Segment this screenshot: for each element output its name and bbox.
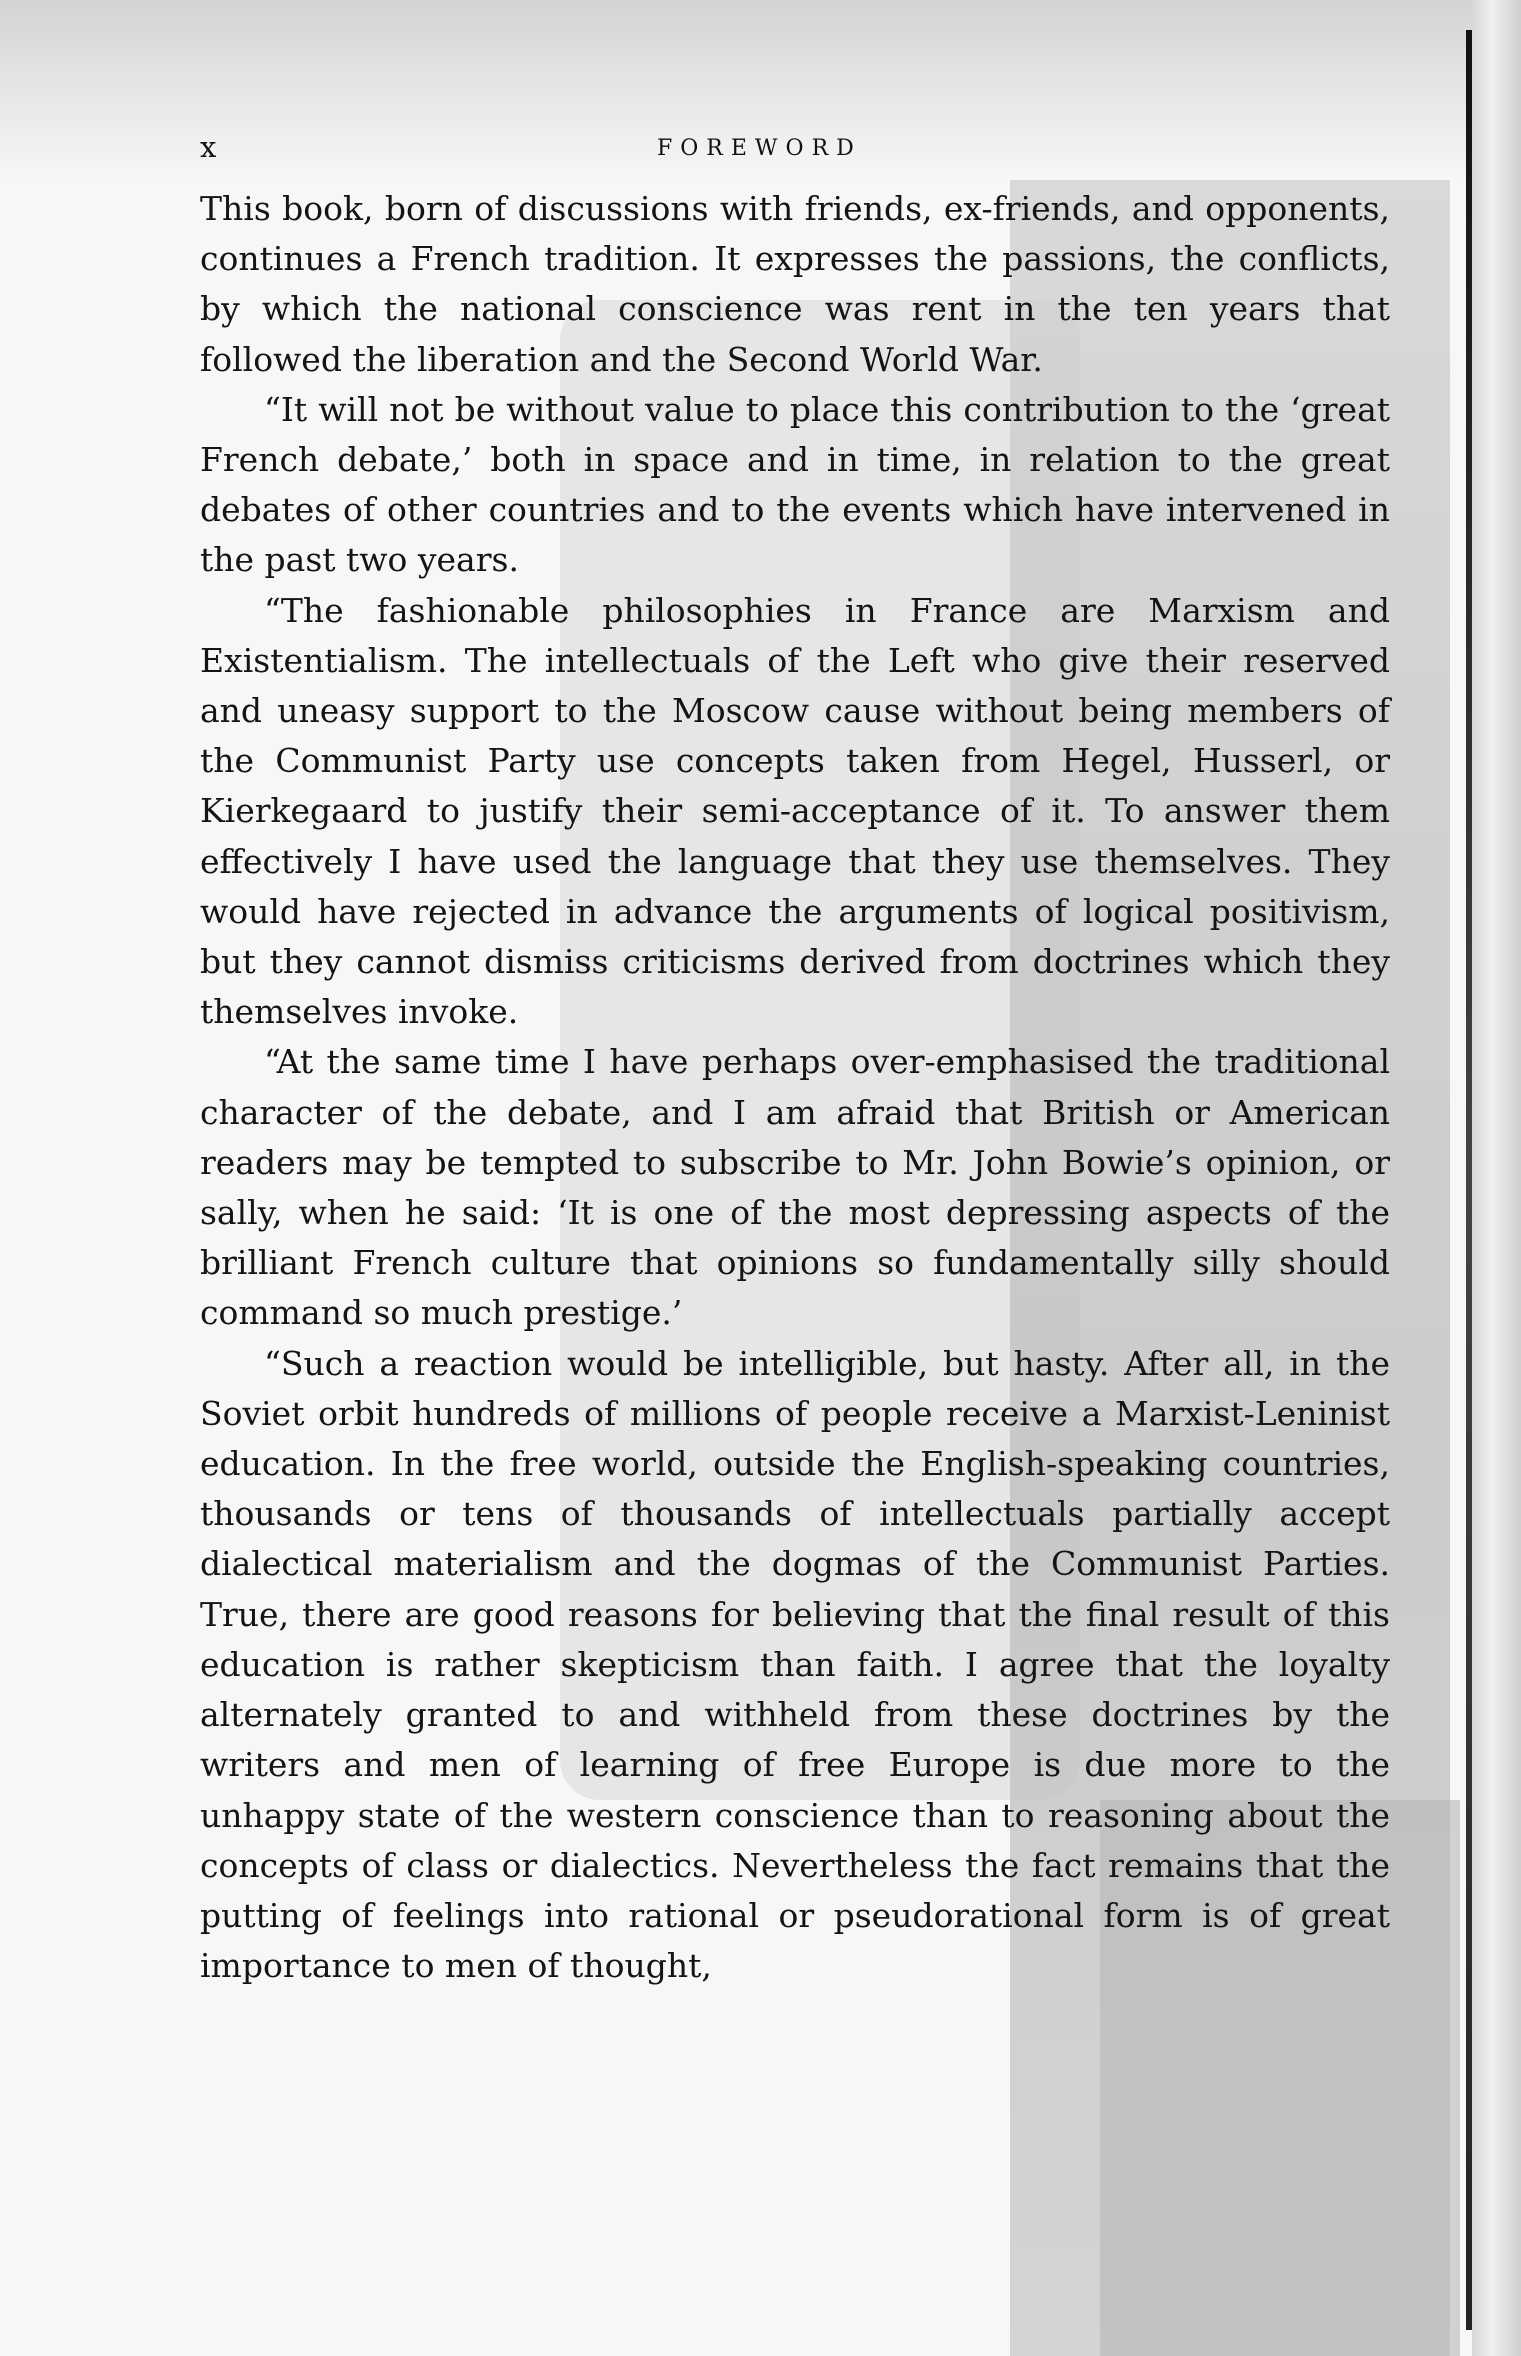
page-number: x <box>200 130 217 164</box>
running-head <box>200 130 1390 166</box>
book-spine <box>1472 0 1521 2356</box>
paragraph: “It will not be without value to place this contribution to the ‘great French debate,’ both in space and in time, in relation to the great debates of other countries and to the events which have intervened in the past two years. <box>200 389 1390 580</box>
body-text <box>200 184 1390 1991</box>
paragraph: “The fashionable philosophies in France are Marxism and Existentialism. The intellectuals of the Left who give their reserved and uneasy support to the Moscow cause without being members of the Communist Party use concepts taken from Hegel, Husserl, or Kierkegaard to justify their semi-acceptance of it. To answer them effectively I have used the language that they use themselves. They would have rejected in advance the arguments of logical positivism, but they cannot dismiss criticisms derived from doctrines which they themselves invoke. <box>200 590 1390 1032</box>
paragraph: This book, born of discussions with friends, ex-friends, and opponents, continues a French tradition. It expresses the passions, the conflicts, by which the national conscience was rent in the ten years that followed the liberation and the Second World War. <box>200 189 1390 379</box>
running-title: FOREWORD <box>657 136 862 161</box>
paragraph: “Such a reaction would be intelligible, but hasty. After all, in the Soviet orbit hundreds of millions of people receive a Marxist-Leninist education. In the free world, outside the English-speaking countries, thousands or tens of thousands of intellectuals partially accept dialectical materialism and the dogmas of the Communist Parties. True, there are good reasons for believing that the final result of this education is rather skepticism than faith. I agree that the loyalty alternately granted to and withheld from these doctrines by the writers and men of learning of free Europe is due more to the unhappy state of the western conscience than to reasoning about the concepts of class or dialectics. Nevertheless the fact remains that the putting of feelings into rational or pseudorational form is of great importance to men of thought, <box>200 1343 1390 1986</box>
paragraph: “At the same time I have perhaps over-emphasised the traditional character of the debate, and I am afraid that British or American readers may be tempted to subscribe to Mr. John Bowie’s opinion, or sally, when he said: ‘It is one of the most depressing aspects of the brilliant French culture that opinions so fundamentally silly should command so much prestige.’ <box>200 1042 1390 1333</box>
